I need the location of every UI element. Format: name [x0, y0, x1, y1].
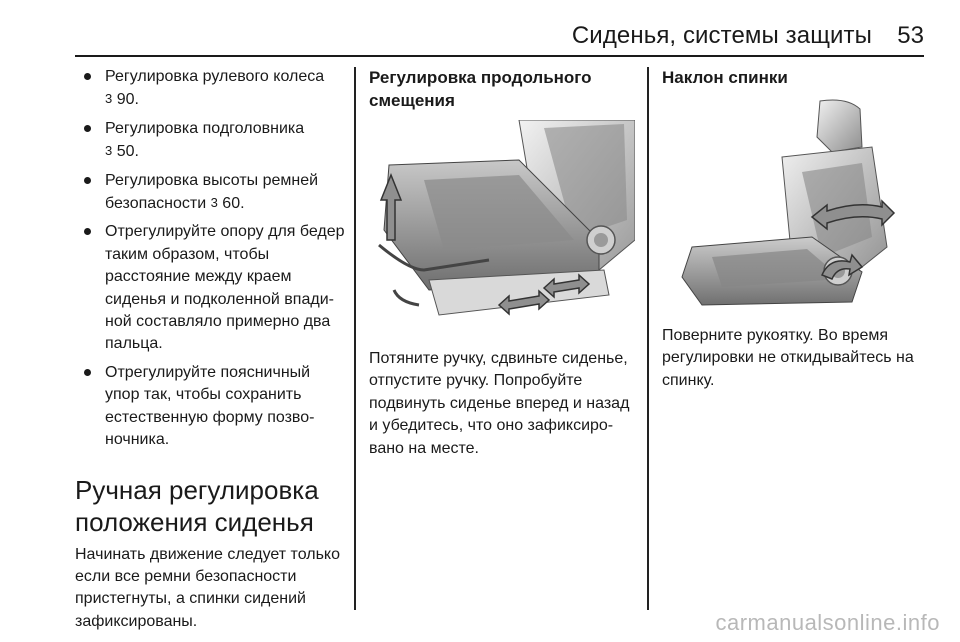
- page-reference[interactable]: 3 50.: [105, 143, 139, 161]
- bullet-icon: [84, 369, 91, 376]
- bullet-list: [75, 66, 345, 452]
- column-middle: [369, 66, 635, 460]
- seat-longitudinal-illustration: [369, 120, 635, 332]
- reference-arrow-icon: 3: [210, 195, 218, 211]
- header-divider: [75, 55, 924, 57]
- column-left: [75, 66, 345, 633]
- section-heading: Ручная регулировка положения сиденья: [75, 474, 319, 537]
- page-reference[interactable]: 3 60.: [210, 195, 245, 213]
- section-title: Сиденья, системы защиты: [571, 22, 872, 49]
- column-divider: [354, 67, 356, 610]
- list-item: Регулировка подголовника 3 50.: [75, 118, 345, 164]
- list-item: Регулировка высоты ремней безопасности 3 60.: [75, 170, 345, 216]
- list-item: Регулировка рулевого колеса 3 90.: [75, 66, 345, 112]
- page-number: 53: [897, 22, 924, 49]
- list-item: Отрегулируйте поясничный упор так, чтобы сохранить естественную форму позвоночника.: [75, 362, 345, 452]
- subsection-heading: Наклон спинки: [662, 68, 788, 87]
- reference-arrow-icon: 3: [105, 91, 113, 107]
- bullet-icon: [84, 125, 91, 132]
- subsection-heading: Регулировка продольного смещения: [369, 68, 592, 110]
- bullet-icon: [84, 228, 91, 235]
- bullet-icon: [84, 177, 91, 184]
- seat-backrest-illustration: [662, 97, 924, 309]
- reference-arrow-icon: 3: [105, 143, 113, 159]
- column-right: [662, 66, 924, 392]
- figure-caption: Потяните ручку, сдвиньте сиденье, отпустите ручку. Попробуйте подвинуть сиденье вперед и назад и убедитесь, что оно зафиксировано на месте.: [369, 350, 630, 457]
- section-paragraph: Начинать движение следует только если все ремни безопасности пристегнуты, а спинки сидений зафиксированы.: [75, 545, 340, 630]
- watermark: carmanualsonline.info: [715, 610, 940, 635]
- column-divider: [647, 67, 649, 610]
- bullet-icon: [84, 73, 91, 80]
- page-reference[interactable]: 3 90.: [105, 91, 139, 109]
- list-item: Отрегулируйте опору для бедер таким образом, чтобы расстояние между краем сиденья и подколенной впадиной составляло примерно два пальца.: [75, 221, 345, 355]
- figure-caption: Поверните рукоятку. Во время регулировки не откидывайтесь на спинку.: [662, 327, 914, 389]
